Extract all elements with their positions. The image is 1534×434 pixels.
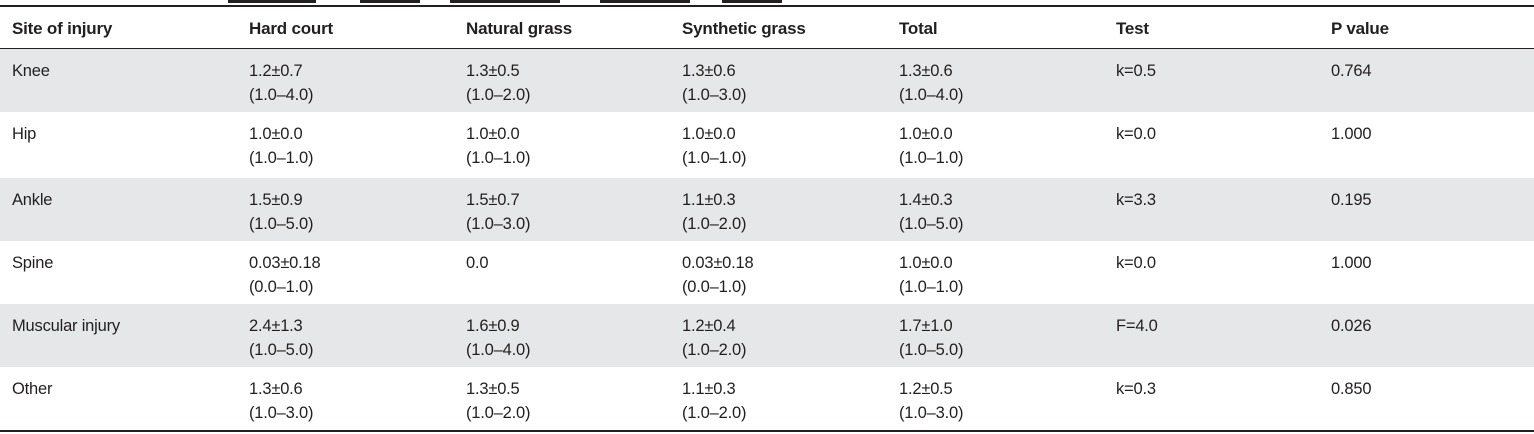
crop-mark: [450, 0, 560, 3]
header-site-of-injury: Site of injury: [12, 19, 113, 38]
cell-site: Knee: [12, 62, 50, 80]
cell-site: Hip: [12, 125, 37, 143]
table-row: [0, 178, 1534, 241]
cell-hard-court: 1.5±0.9 (1.0–5.0): [249, 191, 314, 233]
table-bottom-rule: [0, 430, 1534, 432]
cell-synthetic-grass: 1.3±0.6 (1.0–3.0): [682, 62, 747, 104]
cell-hard-court: 1.3±0.6 (1.0–3.0): [249, 380, 314, 422]
cell-total: 1.0±0.0 (1.0–1.0): [899, 125, 964, 167]
cell-hard-court: 1.2±0.7 (1.0–4.0): [249, 62, 314, 104]
cell-hard-court: 2.4±1.3 (1.0–5.0): [249, 317, 314, 359]
crop-mark: [360, 0, 420, 3]
cell-p-value: 0.764: [1331, 62, 1372, 80]
cell-p-value: 0.026: [1331, 317, 1372, 335]
header-test: Test: [1116, 19, 1149, 38]
cell-test: k=3.3: [1116, 191, 1156, 209]
cell-p-value: 1.000: [1331, 125, 1372, 143]
cell-synthetic-grass: 1.1±0.3 (1.0–2.0): [682, 380, 747, 422]
cell-natural-grass: 1.5±0.7 (1.0–3.0): [466, 191, 531, 233]
table-header-row: [0, 7, 1534, 49]
table-row: [0, 112, 1534, 175]
cell-test: k=0.5: [1116, 62, 1156, 80]
cell-p-value: 0.850: [1331, 380, 1372, 398]
cell-total: 1.0±0.0 (1.0–1.0): [899, 254, 964, 296]
cell-synthetic-grass: 0.03±0.18 (0.0–1.0): [682, 254, 754, 296]
cell-synthetic-grass: 1.2±0.4 (1.0–2.0): [682, 317, 747, 359]
cell-synthetic-grass: 1.0±0.0 (1.0–1.0): [682, 125, 747, 167]
cell-test: k=0.0: [1116, 254, 1156, 272]
cell-total: 1.2±0.5 (1.0–3.0): [899, 380, 964, 422]
cell-site: Spine: [12, 254, 54, 272]
cell-test: k=0.0: [1116, 125, 1156, 143]
cell-natural-grass: 1.3±0.5 (1.0–2.0): [466, 62, 531, 104]
cell-site: Ankle: [12, 191, 53, 209]
crop-mark: [722, 0, 782, 3]
cell-test: k=0.3: [1116, 380, 1156, 398]
cell-p-value: 1.000: [1331, 254, 1372, 272]
header-p-value: P value: [1331, 19, 1389, 38]
header-synthetic-grass: Synthetic grass: [682, 19, 806, 38]
crop-mark: [228, 0, 316, 3]
header-hard-court: Hard court: [249, 19, 333, 38]
cell-natural-grass: 1.6±0.9 (1.0–4.0): [466, 317, 531, 359]
cell-test: F=4.0: [1116, 317, 1158, 335]
table-row: [0, 49, 1534, 112]
table-row: [0, 367, 1534, 430]
cell-total: 1.3±0.6 (1.0–4.0): [899, 62, 964, 104]
cell-site: Other: [12, 380, 53, 398]
cell-natural-grass: 1.0±0.0 (1.0–1.0): [466, 125, 531, 167]
header-total: Total: [899, 19, 938, 38]
cell-hard-court: 1.0±0.0 (1.0–1.0): [249, 125, 314, 167]
cell-hard-court: 0.03±0.18 (0.0–1.0): [249, 254, 321, 296]
cell-natural-grass: 1.3±0.5 (1.0–2.0): [466, 380, 531, 422]
cell-total: 1.4±0.3 (1.0–5.0): [899, 191, 964, 233]
cell-site: Muscular injury: [12, 317, 120, 335]
cell-natural-grass: 0.0: [466, 254, 489, 272]
cell-synthetic-grass: 1.1±0.3 (1.0–2.0): [682, 191, 747, 233]
table-row: [0, 304, 1534, 367]
table-row: [0, 241, 1534, 304]
header-natural-grass: Natural grass: [466, 19, 573, 38]
cell-total: 1.7±1.0 (1.0–5.0): [899, 317, 964, 359]
cell-p-value: 0.195: [1331, 191, 1372, 209]
crop-mark: [600, 0, 690, 3]
